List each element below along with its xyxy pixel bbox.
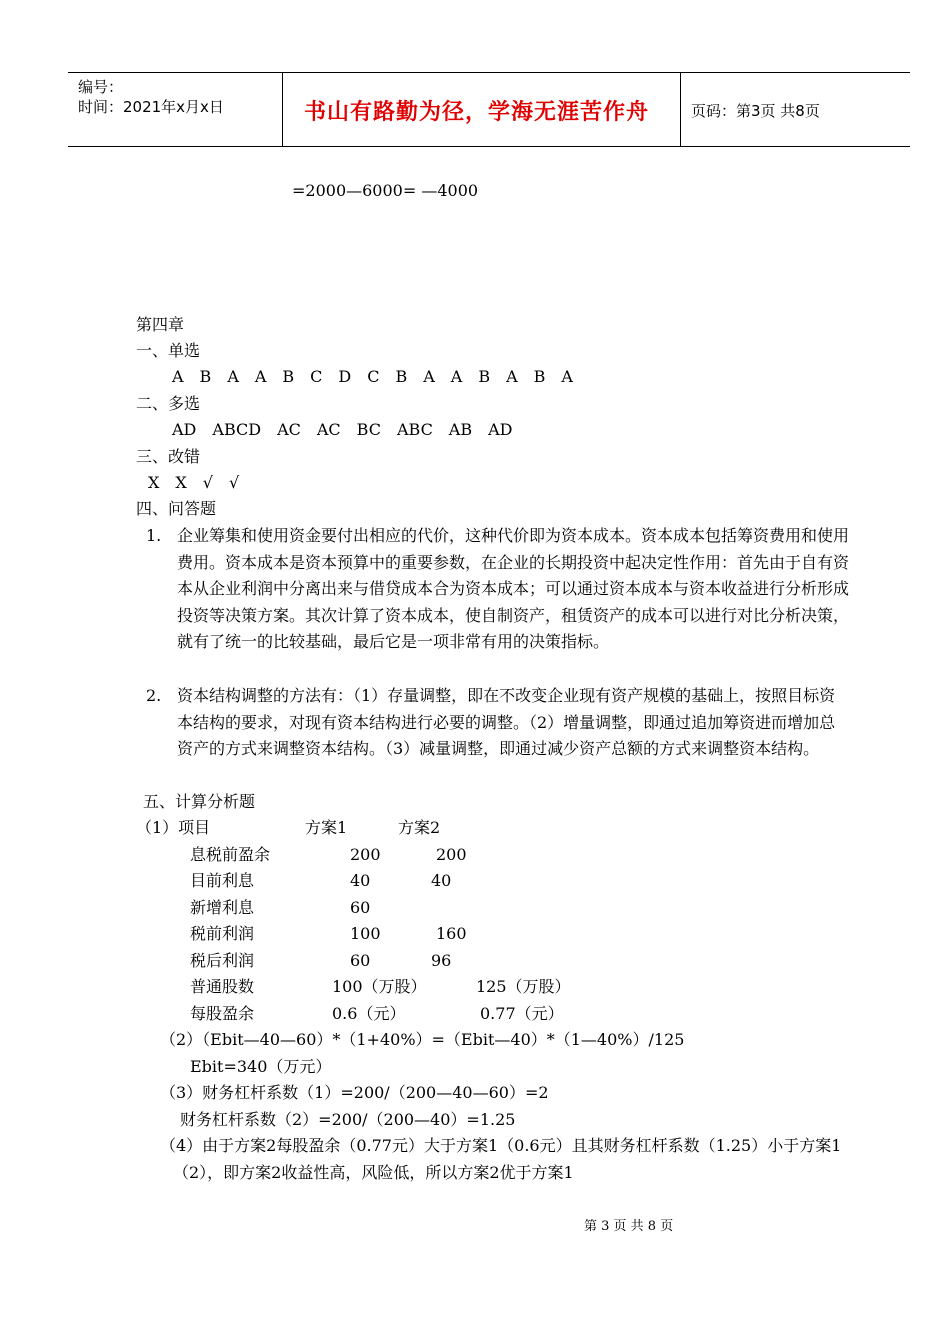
calc-row-value2: 160	[436, 924, 467, 943]
calc-row-value1: 100（万股）	[332, 977, 427, 996]
top-formula: =2000—6000= —4000	[292, 181, 479, 200]
calc-q4-conclusion	[160, 1133, 850, 1186]
header-table	[68, 72, 910, 147]
calc-row-value2: 125（万股）	[476, 977, 571, 996]
single-choice-answers: A B A A B C D C B A A B A B A	[172, 367, 573, 386]
calc-row-label: 普通股数	[190, 977, 255, 996]
header-page-label: 页码：第3页 共8页	[691, 102, 820, 120]
calc-row-value2: 40	[431, 871, 452, 890]
calc-q3-line1: （3）财务杠杆系数（1）=200/（200—40—60）=2	[160, 1083, 549, 1102]
calc-q4-text: （4）由于方案2每股盈余（0.77元）大于方案1（0.6元）且其财务杠杆系数（1.25）小于方案1（2），即方案2收益性高，风险低，所以方案2优于方案1	[160, 1136, 842, 1182]
header-number-label: 编号：	[78, 78, 124, 96]
calc-heading: 五、计算分析题	[143, 792, 256, 811]
header-divider-right	[680, 73, 681, 146]
header-time-label: 时间：2021年x月x日	[78, 98, 224, 116]
calc-table-header-col1: 方案1	[305, 818, 348, 837]
qa-heading: 四、问答题	[136, 499, 217, 518]
qa-item-number: 2.	[146, 686, 162, 705]
calc-row-value1: 60	[350, 898, 371, 917]
qa-item-text: 企业筹集和使用资金要付出相应的代价，这种代价即为资本成本。资本成本包括筹资费用和使用费用。资本成本是资本预算中的重要参数，在企业的长期投资中起决定性作用：首先由于自有资本从企业利润中分离出来与借贷成本合为资本成本；可以通过资本成本与资本收益进行分析形成投资等决策方案。其次计算了资本成本，使自制资产，租赁资产的成本可以进行对比分析决策，就有了统一的比较基础，最后它是一项非常有用的决策指标。	[177, 526, 850, 651]
calc-row-label: 税后利润	[190, 951, 255, 970]
calc-row-label: 新增利息	[190, 898, 255, 917]
calc-row-value2: 200	[436, 845, 467, 864]
calc-row-label: 税前利润	[190, 924, 255, 943]
single-choice-heading: 一、单选	[136, 341, 201, 360]
multi-choice-answers: AD ABCD AC AC BC ABC AB AD	[172, 420, 513, 439]
correction-answers: X X √ √	[148, 473, 240, 492]
chapter-title: 第四章	[136, 315, 185, 334]
calc-row-value2: 96	[431, 951, 452, 970]
calc-row-label: 每股盈余	[190, 1004, 255, 1023]
page-footer: 第 3 页 共 8 页	[584, 1219, 674, 1234]
calc-table-header-label: （1）项目	[136, 818, 211, 837]
calc-row-value1: 40	[350, 871, 371, 890]
header-motto: 书山有路勤为径，学海无涯苦作舟	[304, 100, 650, 125]
calc-row-value1: 100	[350, 924, 381, 943]
correction-heading: 三、改错	[136, 447, 201, 466]
calc-row-value1: 60	[350, 951, 371, 970]
multi-choice-heading: 二、多选	[136, 394, 201, 413]
calc-row-value2: 0.77（元）	[480, 1004, 564, 1023]
qa-item-number: 1.	[146, 526, 162, 545]
calc-q2-equation: （2）（Ebit—40—60）*（1+40%）=（Ebit—40）*（1—40%）/125	[160, 1030, 685, 1049]
qa-item-text: 资本结构调整的方法有：（1）存量调整，即在不改变企业现有资产规模的基础上，按照目标资本结构的要求，对现有资本结构进行必要的调整。（2）增量调整，即通过追加筹资进而增加总资产的方式来调整资本结构。（3）减量调整，即通过减少资产总额的方式来调整资本结构。	[177, 686, 836, 758]
calc-table-header-col2: 方案2	[398, 818, 441, 837]
calc-q3-line2: 财务杠杆系数（2）=200/（200—40）=1.25	[180, 1110, 516, 1129]
calc-row-value1: 200	[350, 845, 381, 864]
header-divider-left	[282, 73, 283, 146]
calc-row-label: 目前利息	[190, 871, 255, 890]
calc-row-value1: 0.6（元）	[332, 1004, 406, 1023]
calc-q2-result: Ebit=340（万元）	[190, 1057, 332, 1076]
calc-row-label: 息税前盈余	[190, 845, 271, 864]
